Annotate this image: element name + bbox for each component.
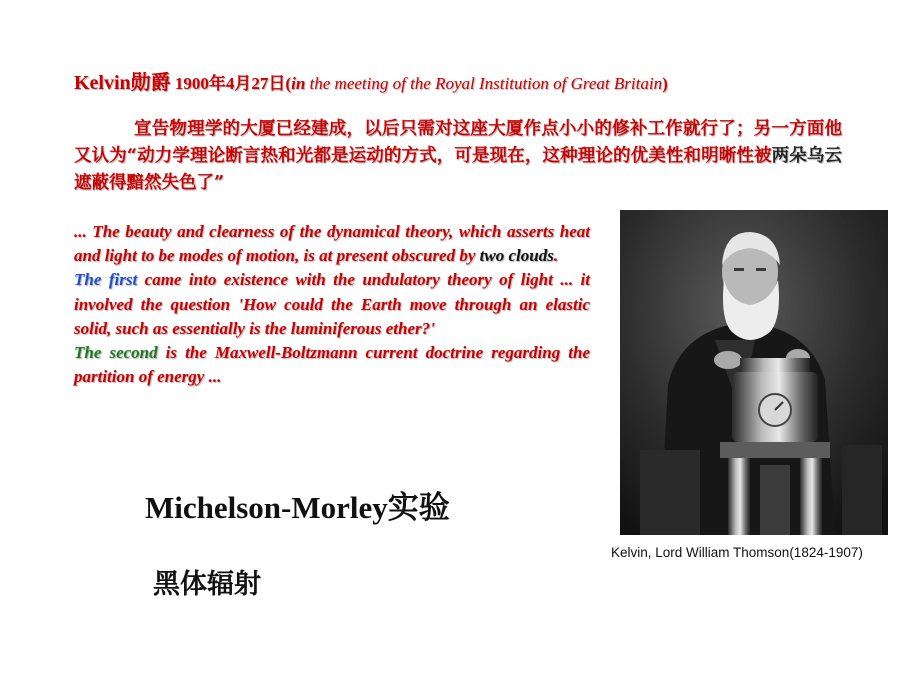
- michelson-morley-label: Michelson-Morley实验: [145, 490, 450, 525]
- english-quote-p1-text: ... The beauty and clearness of the dynamical theory, which asserts heat and light to be modes of motion, is at present obscured by: [74, 222, 590, 266]
- blackbody-radiation-label: 黑体辐射: [153, 569, 261, 600]
- english-quote-two-clouds: two clouds: [479, 246, 554, 266]
- english-quote-p3-text: is the Maxwell-Boltzmann current doctrine regarding the partition of energy ...: [74, 343, 590, 387]
- title-close-paren: ): [662, 74, 668, 93]
- title-name: Kelvin勋爵: [74, 72, 171, 94]
- english-quote-paragraph-1: [74, 220, 590, 268]
- portrait-illustration: [620, 210, 888, 535]
- title-date: 1900年4月27日: [174, 74, 286, 93]
- chinese-quote-part2: 遮蔽得黯然失色了”: [74, 173, 225, 193]
- title-open-paren: (: [285, 74, 292, 93]
- english-quote-paragraph-2: [74, 268, 590, 341]
- chinese-quote: [74, 116, 842, 197]
- english-quote: [74, 220, 590, 389]
- kelvin-portrait-photo: [620, 210, 888, 535]
- english-quote-paragraph-3: [74, 341, 590, 389]
- title-in-word: in: [291, 74, 306, 93]
- portrait-caption: Kelvin, Lord William Thomson(1824-1907): [611, 545, 863, 560]
- english-quote-the-first: The first: [74, 270, 138, 290]
- english-quote-the-second: The second: [74, 343, 158, 363]
- chinese-quote-part1: 宣告物理学的大厦已经建成，以后只需对这座大厦作点小小的修补工作就行了；另一方面他又认为“动力学理论断言热和光都是运动的方式，可是现在，这种理论的优美性和明晰性被: [74, 119, 842, 166]
- title-meeting: the meeting of the Royal Institution of Great Britain: [305, 74, 663, 93]
- chinese-quote-clouds: 两朵乌云: [771, 146, 842, 166]
- english-quote-p1-end: .: [553, 246, 559, 266]
- slide-title: [74, 66, 874, 95]
- english-quote-p2-text: came into existence with the undulatory theory of light ... it involved the question 'How could the Earth move through an elastic solid, such as essentially is the luminiferous ether?': [74, 270, 590, 338]
